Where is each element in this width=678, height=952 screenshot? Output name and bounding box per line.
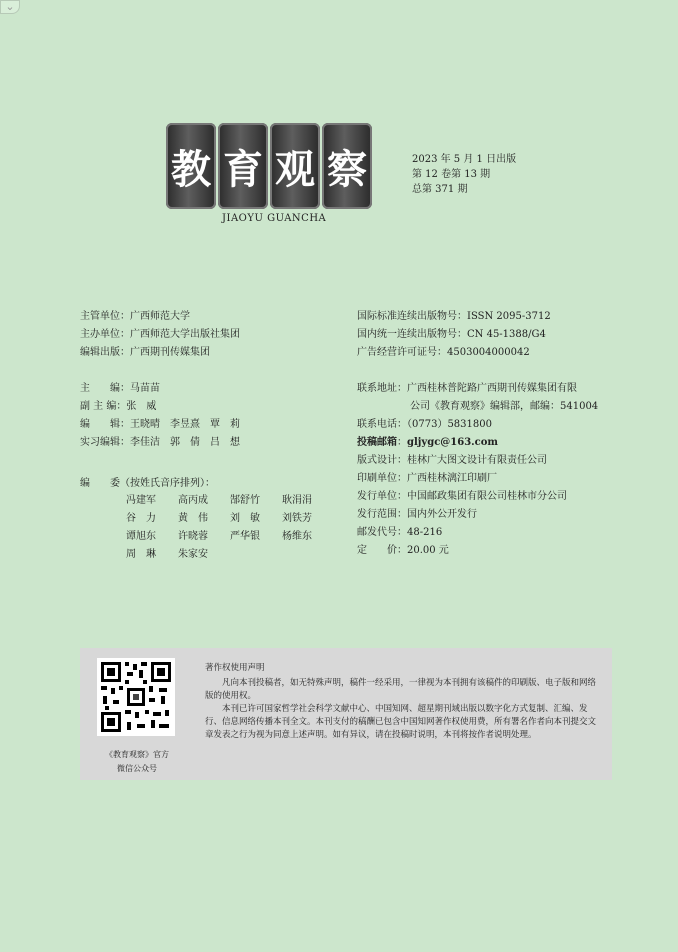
contact-list [357, 380, 598, 560]
qr-caption [90, 748, 184, 776]
info-row: 主办单位：广西师范大学出版社集团 [80, 329, 240, 340]
notice-text [205, 662, 603, 742]
publisher-right [357, 308, 551, 362]
info-value: 国内外公开发行 [407, 509, 477, 520]
info-value: 4503004000042 [447, 347, 530, 358]
info-key: 主办单位 [80, 329, 120, 340]
info-value: 广西师范大学 [130, 311, 190, 322]
committee-member: 周 琳 [126, 549, 156, 560]
committee-member: 郜舒竹 [230, 495, 260, 506]
info-value: 48-216 [407, 527, 443, 538]
info-value: 20.00 元 [407, 545, 449, 556]
info-key: 副 主 编 [80, 401, 117, 412]
info-row: 广告经营许可证号：4503004000042 [357, 347, 530, 358]
info-key: 印刷单位 [357, 473, 397, 484]
info-key: 邮发代号 [357, 527, 397, 538]
committee-row [126, 546, 322, 564]
info-row: 邮发代号：48-216 [357, 527, 443, 538]
info-value: 李佳洁 郭 倩 吕 想 [130, 437, 240, 448]
issue-total: 总第 371 期 [412, 184, 468, 195]
info-row: 印刷单位：广西桂林漓江印刷厂 [357, 473, 497, 484]
info-value: CN 45-1388/G4 [467, 329, 546, 340]
info-row: 联系电话：（0773）5831800 [357, 419, 492, 430]
info-row: 发行范围：国内外公开发行 [357, 509, 477, 520]
journal-logo [166, 123, 372, 209]
qr-caption-line-2: 微信公众号 [117, 764, 157, 773]
publisher-left [80, 308, 240, 362]
journal-header [166, 123, 372, 224]
info-key: 国际标准连续出版物号 [357, 311, 457, 322]
logo-pinyin: JIAOYU GUANCHA [222, 213, 327, 224]
info-key: 投稿邮箱 [357, 437, 397, 448]
issue-volume: 第 12 卷第 13 期 [412, 169, 491, 180]
notice-title: 著作权使用声明 [205, 663, 265, 673]
logo-char-4: 察 [322, 123, 372, 209]
info-value: （0773）5831800 [407, 419, 492, 430]
info-key: 发行范围 [357, 509, 397, 520]
collapse-chevron-icon[interactable]: ⌄ [0, 0, 20, 14]
wechat-qr-code-icon[interactable] [97, 658, 175, 736]
info-row: 定 价：20.00 元 [357, 545, 449, 556]
info-value: 马苗苗 [130, 383, 160, 394]
committee-member: 许晓蓉 [178, 531, 208, 542]
committee-member: 黄 伟 [178, 513, 208, 524]
committee-member: 高丙成 [178, 495, 208, 506]
info-row: 编 辑：王晓晴 李昱熹 覃 莉 [80, 419, 240, 430]
info-value: 张 威 [126, 401, 157, 412]
committee-member: 杨维东 [282, 531, 312, 542]
logo-char-2: 育 [218, 123, 268, 209]
committee-member: 耿涓涓 [282, 495, 312, 506]
info-row: 联系地址：广西桂林普陀路广西期刊传媒集团有限 [357, 383, 577, 394]
info-key: 联系电话 [357, 419, 397, 430]
committee-label: 编 委（按姓氏音序排列）： [80, 478, 215, 489]
info-value: 广西桂林普陀路广西期刊传媒集团有限 [407, 383, 577, 394]
info-key: 实习编辑 [80, 437, 120, 448]
info-row: 版式设计：桂林广大图文设计有限责任公司 [357, 455, 547, 466]
info-row: 国内统一连续出版物号：CN 45-1388/G4 [357, 329, 546, 340]
info-key: 定 价 [357, 545, 397, 556]
info-value: 王晓晴 李昱熹 覃 莉 [130, 419, 240, 430]
committee-row [126, 510, 322, 528]
info-row: 编辑出版：广西期刊传媒集团 [80, 347, 210, 358]
info-key: 主管单位 [80, 311, 120, 322]
info-value: 广西桂林漓江印刷厂 [407, 473, 497, 484]
info-row: 国际标准连续出版物号：ISSN 2095-3712 [357, 311, 551, 322]
committee-grid [126, 492, 322, 564]
committee-member: 冯建军 [126, 495, 156, 506]
info-row: 发行单位：中国邮政集团有限公司桂林市分公司 [357, 491, 567, 502]
committee-row [126, 492, 322, 510]
committee-member: 刘铁芳 [282, 513, 312, 524]
qr-code-graphic [99, 660, 173, 734]
info-value: 广西师范大学出版社集团 [130, 329, 240, 340]
info-row: 副 主 编：张 威 [80, 401, 157, 412]
copyright-notice-panel [80, 648, 612, 780]
notice-paragraph-1: 凡向本刊投稿者，如无特殊声明，稿件一经采用，一律视为本刊拥有该稿件的印刷版、电子版和网络版的使用权。 [205, 678, 597, 701]
qr-caption-line-1: 《教育观察》官方 [105, 750, 169, 759]
info-value: ISSN 2095-3712 [467, 311, 551, 322]
committee-row [126, 528, 322, 546]
committee-member: 严华银 [230, 531, 260, 542]
info-key: 版式设计 [357, 455, 397, 466]
info-value: 中国邮政集团有限公司桂林市分公司 [407, 491, 567, 502]
info-key: 编 辑 [80, 419, 120, 430]
committee-member: 谭旭东 [126, 531, 156, 542]
info-row: 投稿邮箱：gljygc@163.com [357, 437, 498, 448]
info-key: 编辑出版 [80, 347, 120, 358]
email-link[interactable]: gljygc@163.com [407, 437, 498, 448]
info-value: 广西期刊传媒集团 [130, 347, 210, 358]
logo-char-1: 教 [166, 123, 216, 209]
committee-member: 朱家安 [178, 549, 208, 560]
info-value: 公司《教育观察》编辑部，邮编：541004 [410, 401, 599, 412]
info-value: 桂林广大图文设计有限责任公司 [407, 455, 547, 466]
issue-info [412, 152, 516, 197]
committee-member: 刘 敏 [230, 513, 260, 524]
info-key: 联系地址 [357, 383, 397, 394]
notice-paragraph-2: 本刊已许可国家哲学社会科学文献中心、中国知网、超星期刊域出版以数字化方式复制、汇编、发行、信息网络传播本刊全文。本刊支付的稿酬已包含中国知网著作权使用费，所有署名作者向本刊提交文章发表之行为视为同意上述声明。如有异议，请在投稿时说明，本刊将按作者说明处理。 [205, 704, 597, 740]
issue-date: 2023 年 5 月 1 日出版 [412, 154, 517, 165]
info-key: 主 编 [80, 383, 120, 394]
info-row: 主管单位：广西师范大学 [80, 311, 190, 322]
editors-list [80, 380, 240, 452]
info-key: 发行单位 [357, 491, 397, 502]
info-key: 广告经营许可证号 [357, 347, 437, 358]
info-row: 实习编辑：李佳洁 郭 倩 吕 想 [80, 437, 240, 448]
info-key: 国内统一连续出版物号 [357, 329, 457, 340]
logo-char-3: 观 [270, 123, 320, 209]
info-row [357, 398, 598, 416]
info-row: 主 编：马苗苗 [80, 383, 160, 394]
committee-member: 谷 力 [126, 513, 156, 524]
